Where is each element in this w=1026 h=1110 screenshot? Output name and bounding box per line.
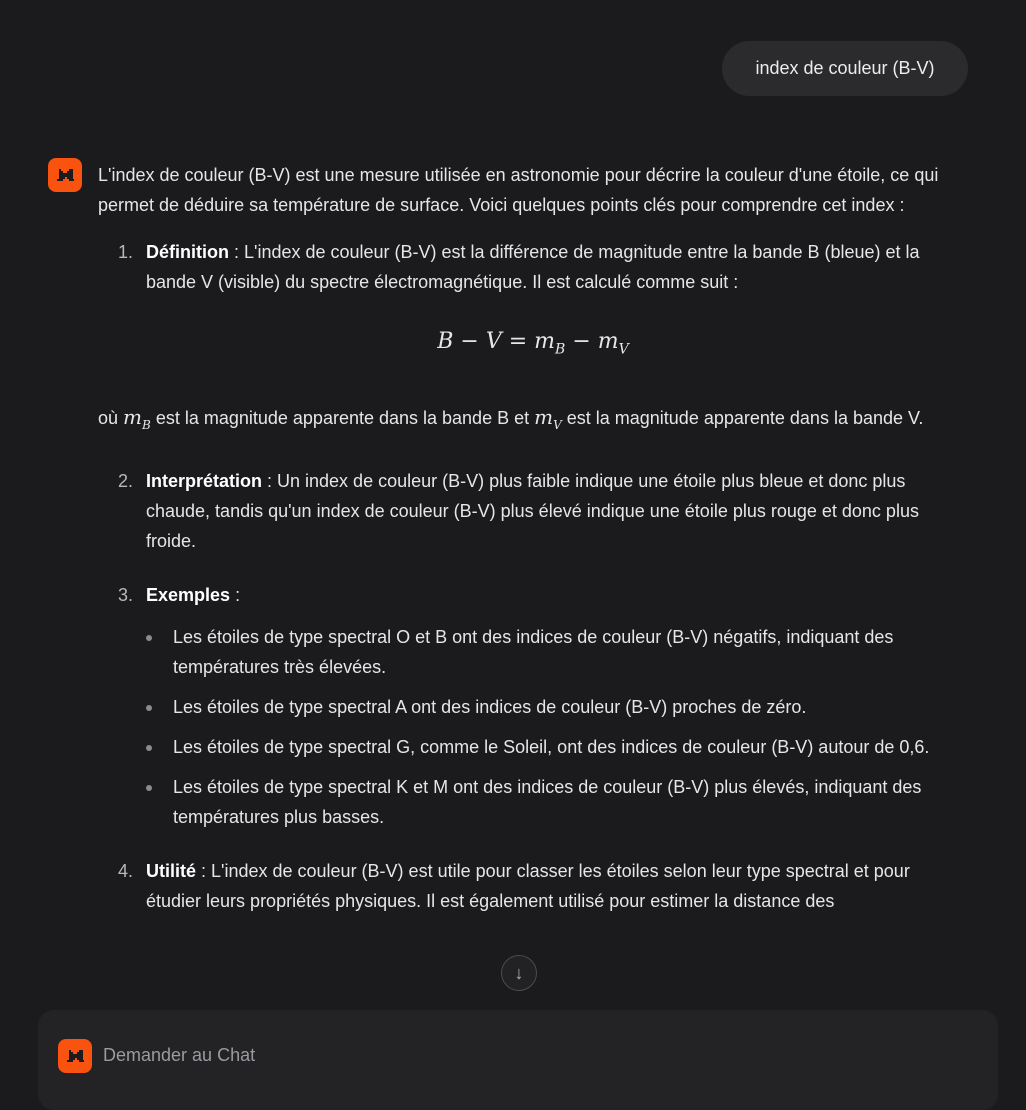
item-text: : Un index de couleur (B-V) plus faible indique une étoile plus bleue et donc plus chaude, tandis qu'un index de couleur (B-V) plus élevé indique une étoile plus rouge et donc plus froide.: [146, 471, 919, 552]
item-text: :: [230, 585, 241, 606]
formula: $B - V = m_B - m_V$: [437, 329, 629, 358]
list-item-utility: [98, 856, 968, 916]
user-message-bubble: [722, 41, 968, 96]
list-item: Les étoiles de type spectral G, comme le Soleil, ont des indices de couleur (B-V) autour de 0,6.: [173, 732, 968, 762]
list-number: 1.: [118, 242, 134, 262]
scroll-to-bottom-button[interactable]: [501, 955, 537, 991]
list-number: 4.: [118, 861, 134, 882]
item-title: Interprétation: [146, 471, 263, 492]
list-item-examples: [98, 580, 968, 610]
item-text: : L'index de couleur (B-V) est utile pour classer les étoiles selon leur type spectral et pour étudier leurs propriétés physiques. Il est également utilisé pour estimer la distance des: [146, 861, 910, 912]
item-title: Exemples: [146, 585, 231, 606]
assistant-logo-icon: [48, 158, 82, 192]
formula-explanation: où $m_B$ est la magnitude apparente dans la bande B et $m_V$ est la magnitude apparente dans la bande V.: [98, 405, 924, 433]
list-number: 2.: [118, 471, 134, 492]
list-item-interpretation: [98, 466, 968, 556]
list-number: 3.: [118, 585, 134, 606]
composer-logo-icon: [58, 1039, 92, 1073]
list-item: Les étoiles de type spectral K et M ont des indices de couleur (B-V) plus élevés, indiquant des températures plus basses.: [173, 772, 968, 832]
assistant-message: [98, 160, 968, 916]
item-title: Définition: [146, 242, 229, 262]
item-title: Utilité: [146, 861, 197, 882]
arrow-down-icon: ↓: [514, 962, 524, 983]
list-item-definition: [98, 237, 968, 297]
item-text: : L'index de couleur (B-V) est la différence de magnitude entre la bande B (bleue) et la bande V (visible) du spectre électromagnétique. Il est calculé comme suit :: [146, 242, 920, 292]
intro-paragraph: L'index de couleur (B-V) est une mesure utilisée en astronomie pour décrire la couleur d'une étoile, ce qui permet de déduire sa température de surface. Voici quelques points clés pour comprendre cet index :: [98, 165, 939, 215]
user-message-text: index de couleur (B-V): [755, 58, 935, 78]
chat-input-placeholder[interactable]: Demander au Chat: [103, 1045, 256, 1065]
chat-composer[interactable]: [38, 1010, 998, 1110]
examples-list: [98, 622, 968, 832]
list-item: Les étoiles de type spectral A ont des indices de couleur (B-V) proches de zéro.: [173, 692, 968, 722]
list-item: Les étoiles de type spectral O et B ont des indices de couleur (B-V) négatifs, indiquant des températures très élevées.: [173, 622, 968, 682]
